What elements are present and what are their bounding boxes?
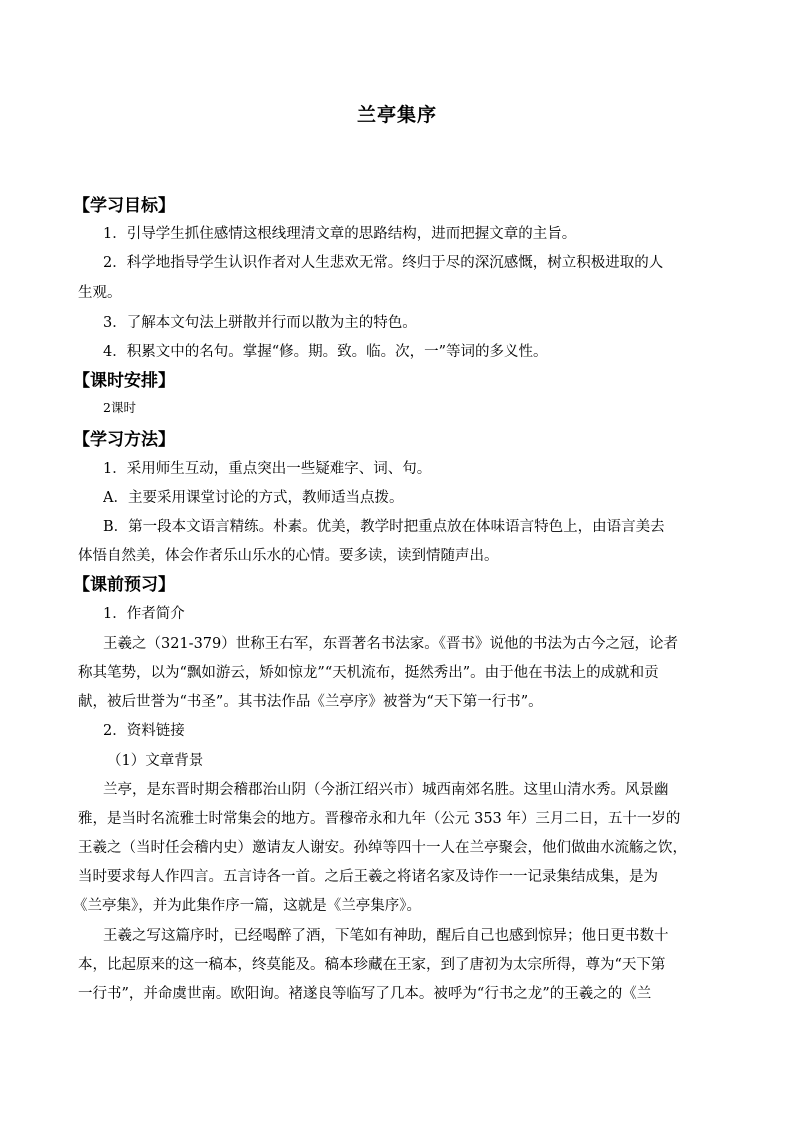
section-heading-methods: 【学习方法】 <box>73 430 175 450</box>
paragraph-line: 兰亭，是东晋时期会稽郡治山阴（今浙江绍兴市）城西南郊名胜。这里山清水秀。风景幽 <box>103 782 669 798</box>
section-heading-goals: 【学习目标】 <box>73 196 175 216</box>
paragraph-line: 《兰亭集》，并为此集作序一篇，这就是《兰亭集序》。 <box>73 898 421 914</box>
document-title: 兰亭集序 <box>356 104 437 126</box>
paragraph-line: 2．资料链接 <box>103 723 185 739</box>
section-heading-schedule: 【课时安排】 <box>73 371 175 391</box>
paragraph-line: 当时要求每人作四言。五言诗各一首。之后王羲之将诸名家及诗作一一记录集结成集，是为 <box>78 869 658 885</box>
paragraph-line: 献，被后世誉为“书圣”。其书法作品《兰亭序》被誉为“天下第一行书”。 <box>78 694 543 710</box>
paragraph-line: 生观。 <box>78 285 122 301</box>
paragraph-line: 雅，是当时名流雅士时常集会的地方。晋穆帝永和九年（公元 353 年）三月二日，五十一岁的 <box>78 811 681 827</box>
paragraph-line: 1．作者简介 <box>103 606 185 622</box>
paragraph-line: 称其笔势，以为“飘如游云，矫如惊龙”“天机流布，挺然秀出”。由于他在书法上的成就和贡 <box>78 665 659 681</box>
paragraph-line: 1．采用师生互动，重点突出一些疑难字、词、句。 <box>103 461 432 477</box>
paragraph-line: 1．引导学生抓住感情这根线理清文章的思路结构，进而把握文章的主旨。 <box>103 226 577 242</box>
paragraph-line: （1）文章背景 <box>107 753 204 769</box>
paragraph-line: 王羲之写这篇序时，已经喝醉了酒，下笔如有神助，醒后自己也感到惊异；他日更书数十 <box>103 928 669 944</box>
paragraph-line: 3．了解本文句法上骈散并行而以散为主的特色。 <box>103 315 417 331</box>
paragraph-line: 王羲之（321-379）世称王右军，东晋著名书法家。《晋书》说他的书法为古今之冠，论者 <box>103 636 678 652</box>
paragraph-line: 一行书”，并命虞世南。欧阳询。褚遂良等临写了几本。被呼为“行书之龙”的王羲之的《兰 <box>78 986 652 1002</box>
paragraph-line: 2．科学地指导学生认识作者对人生悲欢无常。终归于尽的深沉感慨，树立积极进取的人 <box>103 255 664 271</box>
paragraph-line: 4．积累文中的名句。掌握“修。期。致。临。次，一”等词的多义性。 <box>103 344 548 360</box>
paragraph-line: 本，比起原来的这一稿本，终莫能及。稿本珍藏在王家，到了唐初为太宗所得，尊为“天下第 <box>78 957 666 973</box>
paragraph-line: 2课时 <box>103 400 136 415</box>
section-heading-preview: 【课前预习】 <box>73 575 175 595</box>
paragraph-line: B．第一段本文语言精练。朴素。优美，教学时把重点放在体味语言特色上，由语言美去 <box>103 519 665 535</box>
paragraph-line: 体悟自然美，体会作者乐山乐水的心情。要多读，读到情随声出。 <box>78 548 499 564</box>
paragraph-line: 王羲之（当时任会稽内史）邀请友人谢安。孙绰等四十一人在兰亭聚会，他们做曲水流觞之饮， <box>78 840 687 856</box>
paragraph-line: A．主要采用课堂讨论的方式，教师适当点拨。 <box>103 490 404 506</box>
